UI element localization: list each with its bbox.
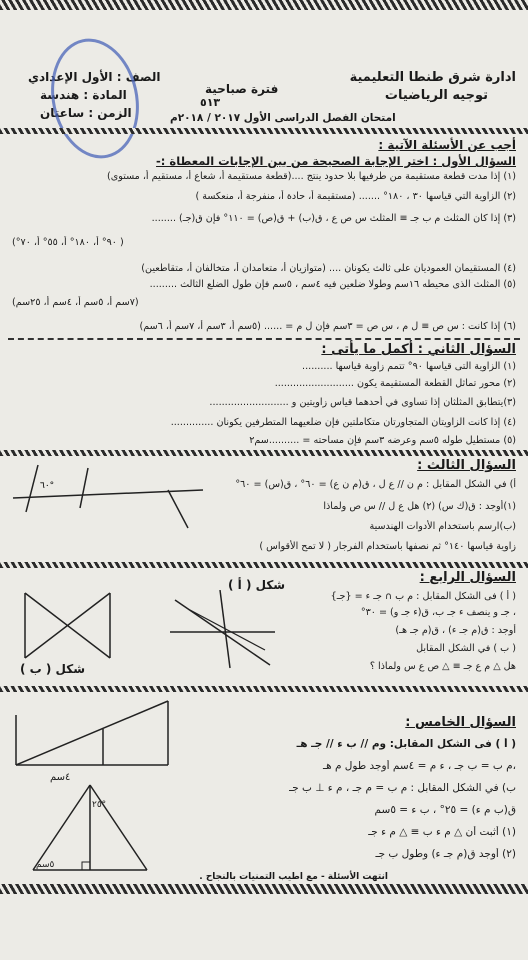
q3-item-b: (ب)ارسم باستخدام الأدوات الهندسية: [369, 521, 516, 532]
q5-item-a2: ،م ب = ب جـ ، ء م = ٤سم أوجد طول م هـ: [323, 760, 516, 772]
divider-1: [8, 338, 520, 340]
q1-item-3: (٣) إذا كان المثلث م ب جـ ≡ المثلث س ص ع ، ق(ب) + ق(ص) = ١١٠° فإن ق(جـ) ........: [151, 213, 516, 224]
exam-title: امتحان الفصل الدراسى الأول ٢٠١٧ / ٢٠١٨م: [170, 112, 396, 124]
q3-item-b2: زاوية قياسها ١٤٠° ثم نصفها باستخدام الفرجار ( لا تمح الأقواس ): [259, 541, 516, 552]
q3-item-a1: (١)أوجد : ق(ك س) (٢) هل ع ل // س ص ولماذا: [323, 501, 516, 512]
header-admin: ادارة شرق طنطا التعليمية: [349, 70, 516, 85]
q1-item-6: (٦) إذا كانت : س ص ≡ ل م ، س ص = ٣سم فإن ل م = ...... (٥سم أ، ٣سم أ، ٧سم أ، ٦سم): [139, 321, 516, 332]
q2-item-4: (٤) إذا كانت الزاويتان المتجاورتان متكاملتين فإن ضلعيهما المتطرفين يكونان ..............: [170, 417, 516, 428]
q1-item-5-options: (٧سم أ، ٥سم أ، ٤سم أ، ٢٥سم): [12, 297, 139, 308]
header-dept: توجيه الرياضيات: [384, 88, 488, 103]
q3-figure: [8, 460, 208, 535]
q4-item-a3: أوجد : ق(م جـ ء) ، ق(م جـ هـ): [395, 625, 516, 636]
divider-2: [0, 450, 528, 456]
top-border: [0, 0, 528, 10]
q4-title: السؤال الرابع :: [419, 570, 516, 585]
q2-item-5: (٥) مستطيل طوله ٥سم وعرضه ٣سم فإن مساحته = ..........سم٢: [249, 435, 516, 446]
q2-item-2: (٢) محور تماثل القطعة المستقيمة يكون ..........................: [274, 378, 516, 389]
q2-title: السؤال الثاني : أكمل ما يأتى :: [321, 342, 516, 357]
q4-item-a2: ، جـ و ينصف ء جـ ب، ق(ء جـ و) = ٣٠°: [360, 607, 516, 618]
q3-item-a: أ) في الشكل المقابل : م ن // ع ل ، ق(م ن ع) = ٦٠° ، ق(س) = ٦٠°: [235, 479, 516, 490]
q3-title: السؤال الثالث :: [417, 458, 516, 473]
header-period: فترة صباحية: [205, 82, 279, 96]
q1-item-1: (١) إذا مدت قطعة مستقيمة من طرفيها بلا حدود ينتج ....(قطعة مستقيمة أ، شعاع أ، مستقيم أ، مستوى): [106, 171, 516, 182]
fig-b-label: شكل ( ب ): [20, 662, 86, 676]
header-divider: [0, 128, 528, 134]
q4-figure-b: [15, 588, 125, 663]
divider-3: [0, 562, 528, 568]
header-subject: المادة : هندسة: [40, 88, 127, 102]
q5-fig-a-len: ٤سم: [50, 772, 71, 783]
q1-item-4: (٤) المستقيمان العموديان على ثالث يكونان .... (متوازيان أ، متعامدان أ، متخالفان أ، متقاطعين): [141, 263, 516, 274]
fig-a-label: شكل ( أ ): [228, 578, 286, 592]
q5-fig-b-base: ٥سم: [36, 860, 55, 870]
footer: انتهت الأسئلة - مع اطيب التمنيات بالنجاح .: [199, 872, 388, 882]
q5-item-b: ب) في الشكل المقابل : م ب = م جـ ، م ء ⊥ ب جـ: [289, 782, 516, 794]
q4-item-a: ( أ ) فى الشكل المقابل : م ب ∩ جـ ء = {جـ}: [330, 591, 516, 602]
divider-4: [0, 686, 528, 692]
q4-figure-a: [170, 590, 280, 670]
q5-item-b4: (٢) أوجد ق(م جـ ء) وطول ب جـ: [375, 848, 516, 860]
q2-item-1: (١) الزاوية التى قياسها ٩٠° تتمم زاوية قياسها ..........: [302, 361, 516, 372]
q5-title: السؤال الخامس :: [405, 715, 516, 730]
q5-fig-b-angle: ٢٥°: [92, 800, 107, 810]
q1-item-3-options: ( ٩٠° أ، ١٨٠° أ، ٥٥° أ، ٧٠°): [12, 237, 124, 248]
q1-title: السؤال الأول : اختر الإجابة الصحيحة من بين الإجابات المعطاة :-: [156, 154, 516, 168]
bottom-border: [0, 884, 528, 894]
q1-item-2: (٢) الزاوية التي قياسها ٣٠ ، ١٨٠° ....... (مستقيمة أ، حادة أ، منفرجة أ، منعكسة ): [195, 191, 516, 202]
school-stamp: [40, 30, 149, 166]
header-time: الزمن : ساعتان: [40, 106, 132, 120]
q5-item-a: ( أ ) فى الشكل المقابل: وم // ب ء // جـ هـ: [296, 738, 516, 750]
header-grade: الصف : الأول الإعدادي: [28, 70, 161, 84]
q4-item-b2: هل △ م ع جـ ≡ △ ص ع س ولماذا ؟: [369, 661, 516, 672]
q1-item-5: (٥) المثلث الذى محيطه ١٦سم وطولا ضلعين فيه ٤سم ، ٥سم فإن طول الضلع الثالث .........: [149, 279, 516, 290]
q5-figure-a: [8, 695, 183, 780]
q2-item-3: (٣)يتطابق المثلثان إذا تساوى في أحدهما قياس زاويتين و ..........................: [209, 397, 516, 408]
svg-text:٦٠°: ٦٠°: [40, 481, 55, 491]
header-code: ٥١٣: [200, 96, 221, 109]
q4-item-b: ( ب ) في الشكل المقابل: [416, 643, 516, 654]
q5-item-b3: (١) أثبت أن △ م ء ب ≡ △ م ء جـ: [368, 826, 516, 838]
q5-item-b2: ق(ب م ء) = ٢٥° ، ب ء = ٥سم: [374, 804, 516, 816]
instruction: أجب عن الأسئلة الآتية :: [378, 138, 516, 152]
